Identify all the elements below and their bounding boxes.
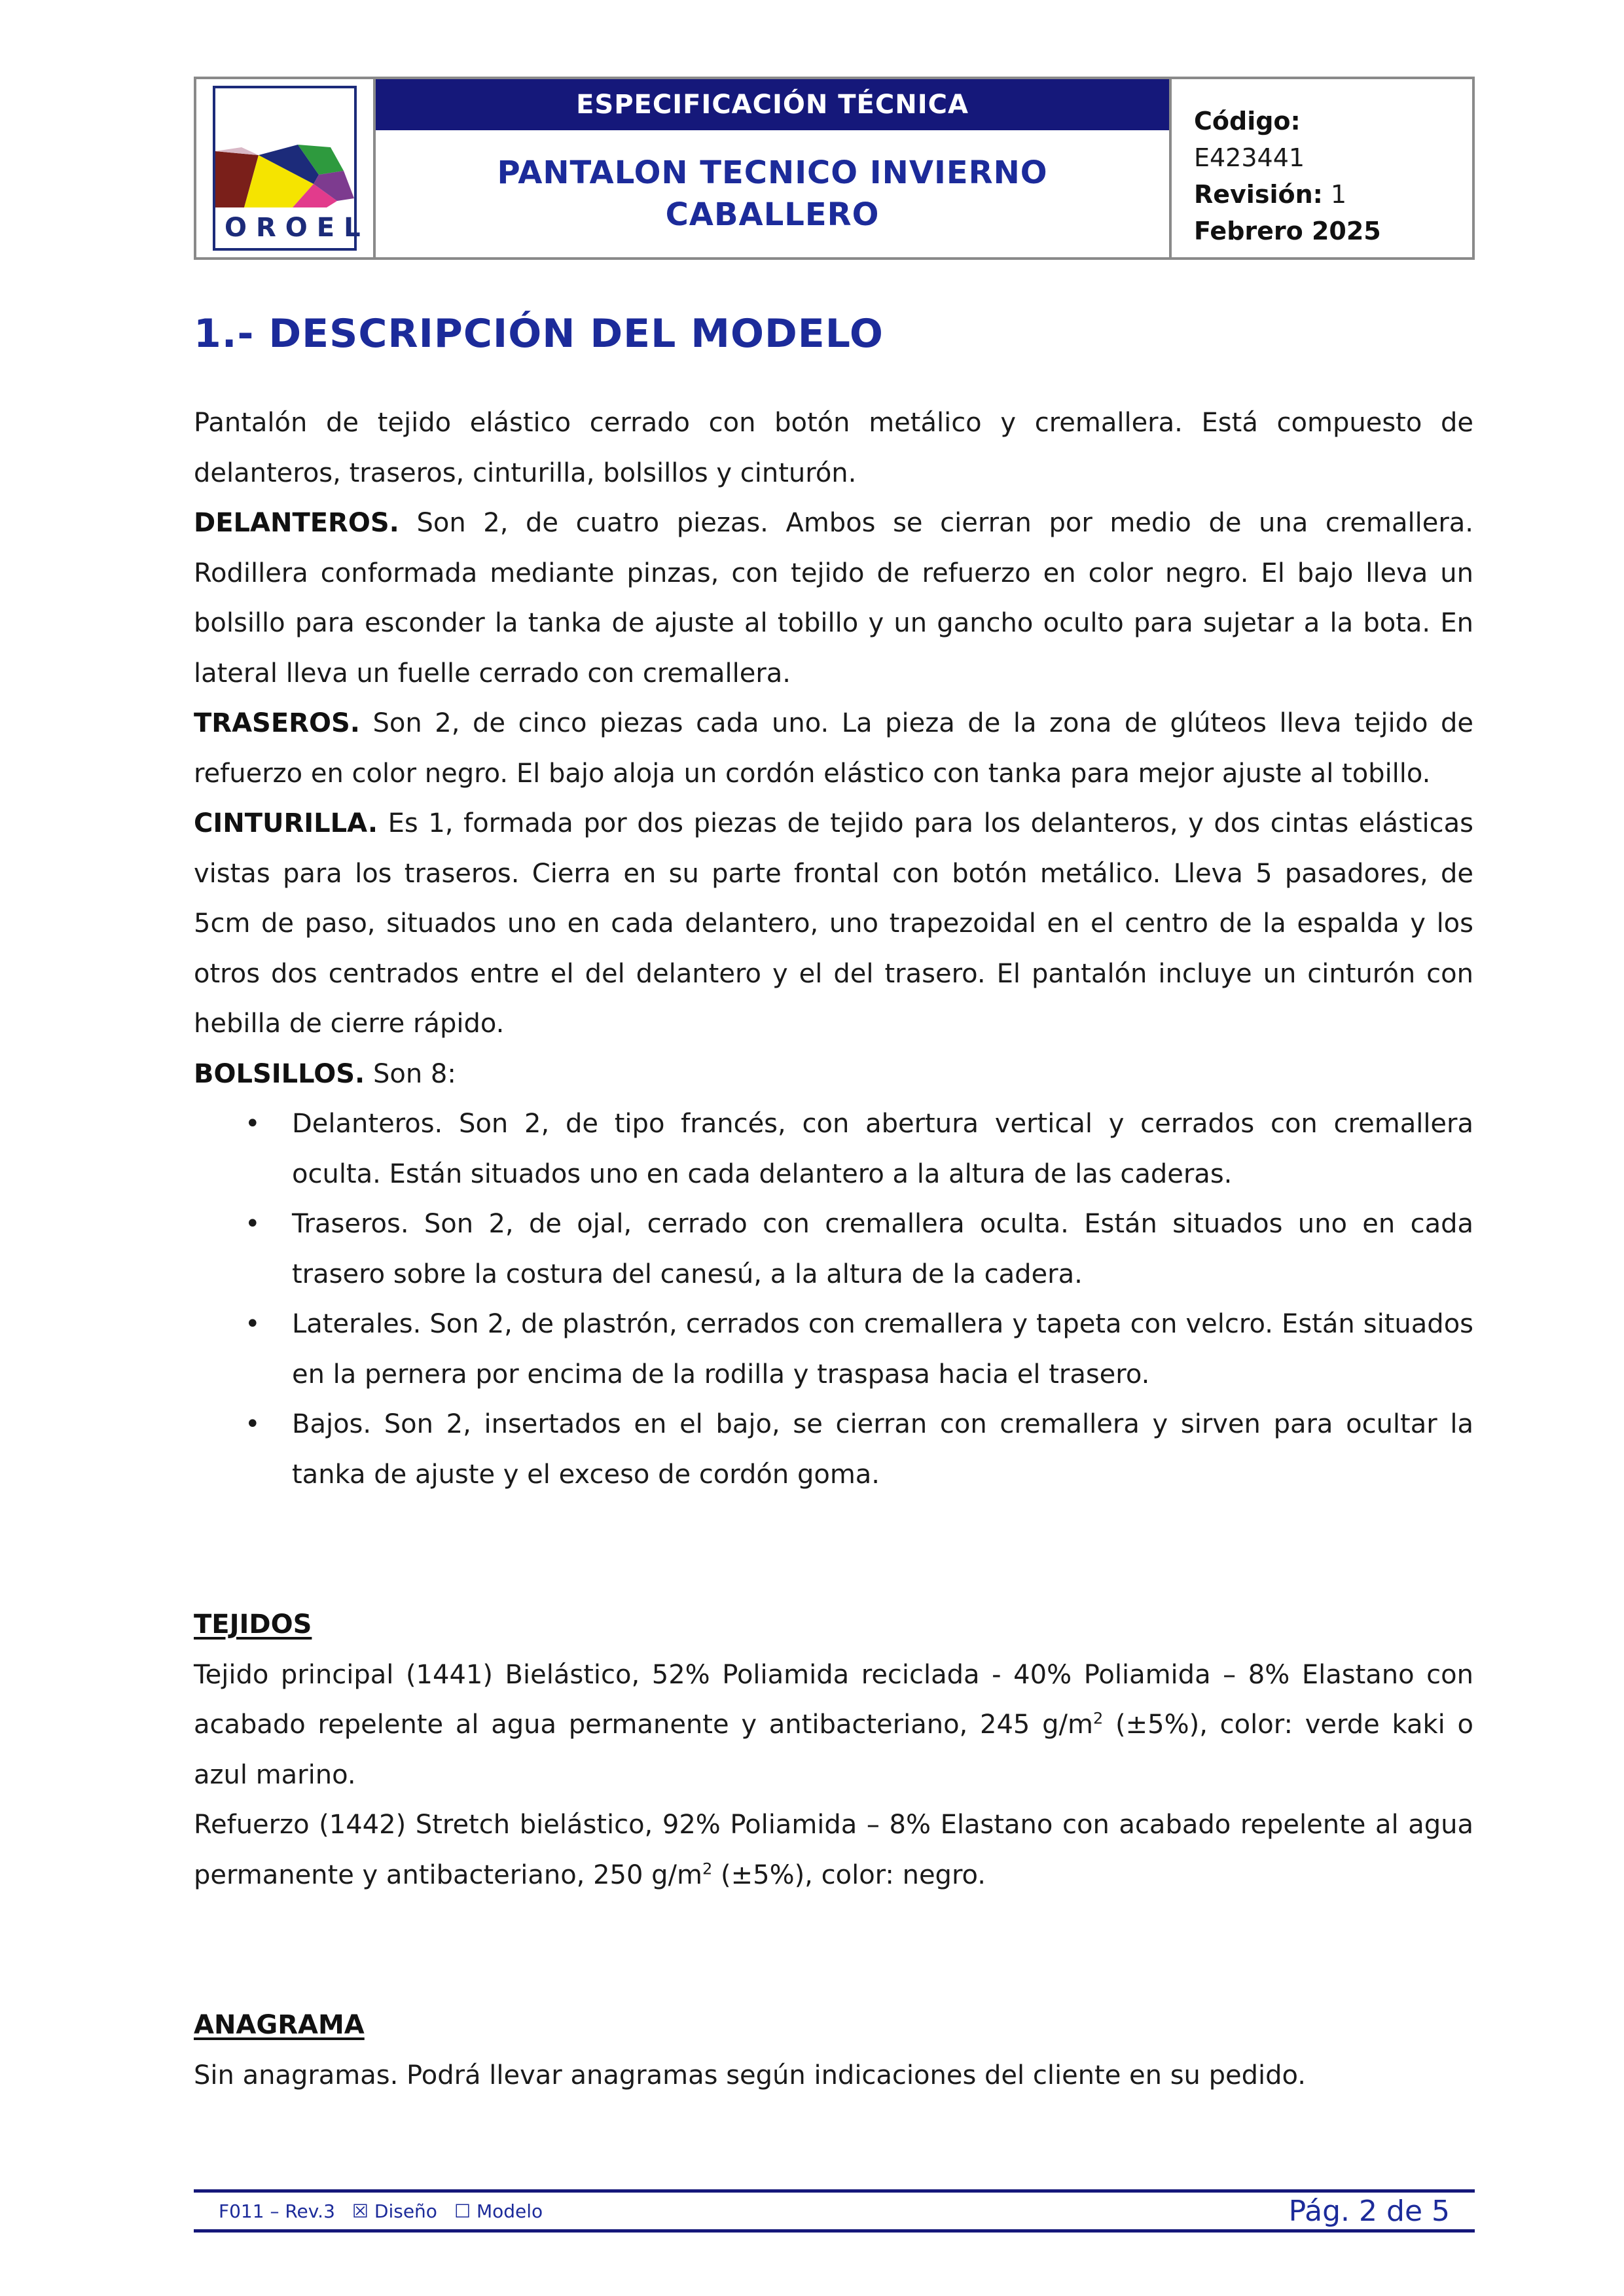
list-item: • Traseros. Son 2, de ojal, cerrado con cremallera oculta. Están situados uno en cada trasero sobre la costura del canesú, a la altura de la cadera. [194, 1199, 1473, 1299]
logo-wordmark: OROEL [225, 213, 370, 243]
tejidos-title-text: TEJIDOS [194, 1609, 312, 1640]
document-footer [194, 2189, 1475, 2233]
bolsillos-paragraph [194, 1049, 1473, 1100]
cinturilla-paragraph [194, 798, 1473, 1049]
page-number: Pág. 2 de 5 [1288, 2194, 1450, 2228]
document-header [194, 77, 1475, 260]
spec-band-title: ESPECIFICACIÓN TÉCNICA [376, 79, 1169, 130]
footer-left [219, 2200, 543, 2222]
traseros-label: TRASEROS. [194, 708, 360, 738]
diseno-label: Diseño [374, 2200, 437, 2222]
tejidos-p2-b: (±5%), color: negro. [712, 1859, 986, 1890]
modelo-label: Modelo [476, 2200, 543, 2222]
bolsillos-label: BOLSILLOS. [194, 1058, 365, 1089]
revision-label: Revisión: [1194, 180, 1323, 209]
section-heading: 1.- DESCRIPCIÓN DEL MODELO [194, 311, 884, 357]
cinturilla-label: CINTURILLA. [194, 808, 378, 838]
company-logo [213, 86, 370, 251]
delanteros-label: DELANTEROS. [194, 508, 399, 538]
tejidos-p1-b: (±5%), color: verde kaki o azul marino. [194, 1710, 1473, 1790]
tejidos-p2-a: Refuerzo (1442) Stretch bielástico, 92% Poliamida – 8% Elastano con acabado repelente al agua permanente y antibacteriano, 250 g/m [194, 1810, 1473, 1890]
modelo-checkbox-icon: ☐ [454, 2200, 471, 2222]
list-item: • Laterales. Son 2, de plastrón, cerrados con cremallera y tapeta con velcro. Están situados en la pernera por encima de la rodilla y traspasa hacia el trasero. [194, 1299, 1473, 1399]
tejidos-title [194, 1600, 1473, 1650]
anagrama-title [194, 2000, 1473, 2051]
meta-cell [1172, 79, 1472, 257]
anagrama-title-text: ANAGRAMA [194, 2010, 365, 2040]
bolsillos-text: Son 8: [365, 1058, 456, 1089]
tejidos-p1-a: Tejido principal (1441) Bielástico, 52% Poliamida reciclada - 40% Poliamida – 8% Elastano con acabado repelente al agua permanente y antibacteriano, 245 g/m [194, 1659, 1473, 1740]
delanteros-paragraph [194, 498, 1473, 698]
diseno-checkbox-icon: ☒ [352, 2200, 369, 2222]
tejidos-paragraph-2 [194, 1800, 1473, 1900]
code-label: Código: [1194, 107, 1301, 135]
list-item: • Bajos. Son 2, insertados en el bajo, se cierran con cremallera y sirven para ocultar la tanka de ajuste y el exceso de cordón goma. [194, 1399, 1473, 1499]
tejidos-p1-sup: 2 [1092, 1709, 1104, 1728]
logo-cell [196, 79, 376, 257]
form-code: F011 – Rev.3 [219, 2200, 335, 2222]
intro-paragraph: Pantalón de tejido elástico cerrado con botón metálico y cremallera. Está compuesto de delanteros, traseros, cinturilla, bolsillos y cinturón. [194, 408, 1473, 488]
anagrama-paragraph: Sin anagramas. Podrá llevar anagramas según indicaciones del cliente en su pedido. [194, 2060, 1307, 2090]
document-date: Febrero 2025 [1194, 217, 1381, 245]
spacer [194, 1900, 1473, 2000]
document-body [194, 398, 1473, 2100]
cinturilla-text: Es 1, formada por dos piezas de tejido para los delanteros, y dos cintas elásticas vistas para los traseros. Cierra en su parte frontal con botón metálico. Lleva 5 pasadores, de 5cm de paso, situados uno en cada delantero, uno trapezoidal en el centro de la espalda y los otros dos centrados entre el del delantero y el del trasero. El pantalón incluye un cinturón con hebilla de cierre rápido. [194, 808, 1473, 1039]
spacer [194, 1499, 1473, 1600]
traseros-paragraph [194, 698, 1473, 798]
delanteros-text: Son 2, de cuatro piezas. Ambos se cierran por medio de una cremallera. Rodillera conformada mediante pinzas, con tejido de refuerzo en color negro. El bajo lleva un bolsillo para esconder la tanka de ajuste al tobillo y un gancho oculto para sujetar a la bota. En lateral lleva un fuelle cerrado con cremallera. [194, 508, 1473, 689]
product-title-line1: PANTALON TECNICO INVIERNO [497, 154, 1048, 191]
title-cell [376, 79, 1172, 257]
code-value: E423441 [1194, 143, 1305, 172]
revision-value: 1 [1330, 180, 1347, 209]
pockets-list [194, 1099, 1473, 1499]
product-title-line2: CABALLERO [665, 196, 880, 233]
tejidos-p2-sup: 2 [702, 1859, 713, 1878]
list-item: • Delanteros. Son 2, de tipo francés, con abertura vertical y cerrados con cremallera oculta. Están situados uno en cada delantero a la altura de las caderas. [194, 1099, 1473, 1199]
traseros-text: Son 2, de cinco piezas cada uno. La pieza de la zona de glúteos lleva tejido de refuerzo en color negro. El bajo aloja un cordón elástico con tanka para mejor ajuste al tobillo. [194, 708, 1473, 789]
product-title [376, 130, 1169, 257]
tejidos-paragraph-1 [194, 1650, 1473, 1801]
